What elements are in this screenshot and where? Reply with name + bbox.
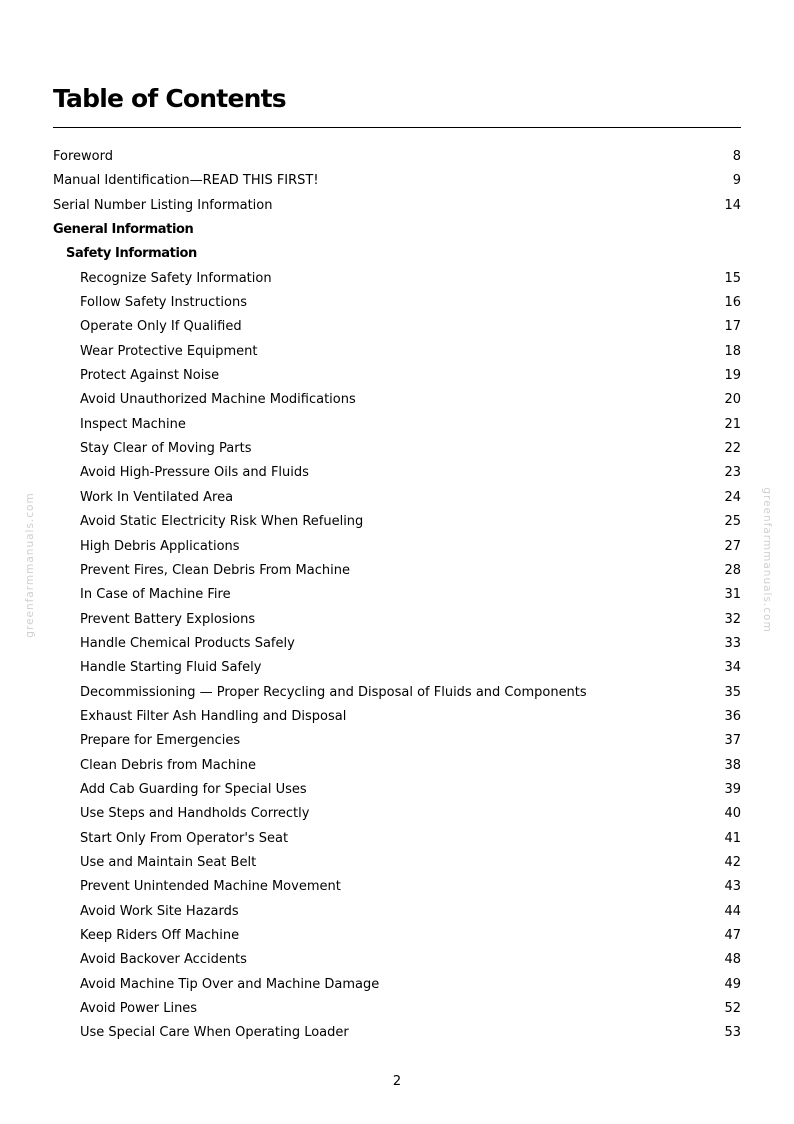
- toc-entry-label: Start Only From Operator's Seat: [80, 830, 289, 846]
- toc-entry-label: Operate Only If Qualified: [80, 319, 242, 335]
- toc-entry-label: Avoid Unauthorized Machine Modifications: [80, 392, 356, 408]
- toc-entry[interactable]: [53, 997, 741, 1021]
- toc-entry[interactable]: [53, 875, 741, 899]
- toc-entry[interactable]: [53, 169, 741, 193]
- toc-entry[interactable]: [53, 267, 741, 291]
- toc-entry-page: 8: [732, 149, 741, 164]
- toc-entry-page: 47: [724, 928, 741, 943]
- toc-section-heading: [53, 218, 741, 242]
- toc-entry-page: 44: [724, 903, 741, 919]
- toc-entry-page: 36: [724, 708, 741, 724]
- toc-entry-label: High Debris Applications: [80, 538, 240, 554]
- toc-entry-page: 24: [724, 489, 741, 505]
- toc-entry[interactable]: [53, 486, 741, 510]
- toc-entry-page: 31: [724, 587, 741, 603]
- toc-entry-page: 37: [724, 733, 741, 749]
- toc-entry-label: Safety Information: [66, 246, 197, 262]
- toc-entry-page: 21: [724, 416, 741, 432]
- page-number: 2: [392, 1074, 402, 1089]
- toc-entry-label: Prevent Battery Explosions: [80, 611, 256, 627]
- title-divider: [53, 127, 741, 128]
- toc-entry-page: 35: [724, 684, 741, 700]
- toc-entry[interactable]: [53, 729, 741, 753]
- toc-entry[interactable]: [53, 608, 741, 632]
- toc-entry[interactable]: [53, 340, 741, 364]
- toc-entry-page: 18: [724, 343, 741, 359]
- toc-entry-label: Protect Against Noise: [80, 368, 220, 384]
- toc-entry-label: Manual Identification—READ THIS FIRST!: [53, 173, 319, 189]
- toc-entry-page: 20: [724, 392, 741, 408]
- toc-entry-label: Prepare for Emergencies: [80, 733, 241, 749]
- toc-entry-label: Exhaust Filter Ash Handling and Disposal: [80, 708, 347, 724]
- toc-entry-page: 41: [724, 830, 741, 846]
- toc-entry-label: Avoid Static Electricity Risk When Refueling: [80, 514, 364, 530]
- toc-entry[interactable]: [53, 656, 741, 680]
- toc-entry-label: Foreword: [53, 149, 113, 164]
- toc-entry[interactable]: [53, 948, 741, 972]
- toc-entry[interactable]: [53, 461, 741, 485]
- toc-entry-label: Prevent Fires, Clean Debris From Machine: [80, 562, 350, 578]
- watermark-left: greenfarmmanuals.com: [24, 492, 36, 638]
- toc-entry-page: 48: [724, 952, 741, 968]
- toc-entry-label: Decommissioning — Proper Recycling and Disposal of Fluids and Components: [80, 684, 587, 700]
- toc-entry-label: Keep Riders Off Machine: [80, 928, 240, 943]
- toc-entry-page: 23: [724, 465, 741, 481]
- toc-entry-label: Avoid Work Site Hazards: [80, 903, 239, 919]
- toc-entry-page: 27: [724, 538, 741, 554]
- toc-entry[interactable]: [53, 827, 741, 851]
- toc-entry[interactable]: [53, 632, 741, 656]
- toc-entry-page: 53: [724, 1025, 741, 1041]
- toc-entry[interactable]: [53, 1021, 741, 1045]
- toc-entry[interactable]: [53, 851, 741, 875]
- toc-entry-page: 28: [724, 562, 741, 578]
- toc-entry-page: 40: [724, 806, 741, 822]
- toc-entry[interactable]: [53, 388, 741, 412]
- toc-entry-label: Recognize Safety Information: [80, 270, 272, 286]
- toc-entry-label: Use Special Care When Operating Loader: [80, 1025, 349, 1041]
- toc-entry-label: In Case of Machine Fire: [80, 587, 231, 603]
- toc-entry[interactable]: [53, 194, 741, 218]
- toc-entry-label: Stay Clear of Moving Parts: [80, 441, 252, 457]
- toc-entry-label: Use and Maintain Seat Belt: [80, 854, 257, 870]
- toc-entry[interactable]: [53, 778, 741, 802]
- toc-entry-label: Clean Debris from Machine: [80, 757, 256, 773]
- toc-entry-page: 49: [724, 976, 741, 992]
- toc-entry-page: 22: [724, 441, 741, 457]
- toc-entry-page: 33: [724, 635, 741, 651]
- toc-entry-label: Wear Protective Equipment: [80, 343, 258, 359]
- toc-entry-label: Follow Safety Instructions: [80, 295, 247, 311]
- toc-entry[interactable]: [53, 802, 741, 826]
- toc-entry[interactable]: [53, 437, 741, 461]
- toc-entry[interactable]: [53, 681, 741, 705]
- toc-entry-label: Add Cab Guarding for Special Uses: [80, 781, 307, 797]
- toc-entry[interactable]: [53, 145, 741, 169]
- toc-entry-page: 43: [724, 879, 741, 895]
- toc-entry-page: 16: [724, 295, 741, 311]
- toc-entry-page: 52: [724, 1001, 741, 1017]
- toc-entry-label: Serial Number Listing Information: [53, 197, 273, 213]
- toc-entry-page: 15: [724, 270, 741, 286]
- toc-entry-label: General Information: [53, 222, 194, 238]
- toc-entry[interactable]: [53, 413, 741, 437]
- toc-entry-label: Prevent Unintended Machine Movement: [80, 879, 341, 895]
- page-title: Table of Contents: [53, 84, 286, 113]
- toc-entry[interactable]: [53, 510, 741, 534]
- toc-entry-page: 17: [724, 319, 741, 335]
- toc-list: [53, 145, 741, 1046]
- toc-entry[interactable]: [53, 559, 741, 583]
- toc-entry-page: 25: [724, 514, 741, 530]
- toc-entry-label: Inspect Machine: [80, 416, 186, 432]
- toc-entry[interactable]: [53, 924, 741, 948]
- toc-entry[interactable]: [53, 705, 741, 729]
- toc-entry[interactable]: [53, 900, 741, 924]
- toc-entry-page: 9: [732, 173, 741, 189]
- toc-entry-page: 32: [724, 611, 741, 627]
- toc-entry[interactable]: [53, 583, 741, 607]
- toc-entry-label: Avoid Machine Tip Over and Machine Damage: [80, 976, 380, 992]
- toc-entry-page: 39: [724, 781, 741, 797]
- toc-section-heading: [53, 242, 741, 266]
- toc-entry[interactable]: [53, 535, 741, 559]
- toc-entry-label: Handle Starting Fluid Safely: [80, 660, 262, 676]
- toc-entry-page: 34: [724, 660, 741, 676]
- toc-entry-page: 19: [724, 368, 741, 384]
- toc-entry-page: 38: [724, 757, 741, 773]
- toc-entry-label: Use Steps and Handholds Correctly: [80, 806, 310, 822]
- toc-entry-label: Handle Chemical Products Safely: [80, 635, 295, 651]
- toc-entry[interactable]: [53, 973, 741, 997]
- toc-entry[interactable]: [53, 315, 741, 339]
- toc-entry-page: 14: [724, 197, 741, 213]
- toc-entry[interactable]: [53, 364, 741, 388]
- toc-entry-label: Work In Ventilated Area: [80, 489, 234, 505]
- toc-entry-label: Avoid Backover Accidents: [80, 952, 247, 968]
- toc-entry[interactable]: [53, 754, 741, 778]
- toc-entry[interactable]: [53, 291, 741, 315]
- toc-entry-label: Avoid Power Lines: [80, 1001, 198, 1017]
- watermark-right: greenfarmmanuals.com: [761, 487, 773, 633]
- toc-entry-page: 42: [724, 854, 741, 870]
- toc-entry-label: Avoid High-Pressure Oils and Fluids: [80, 465, 309, 481]
